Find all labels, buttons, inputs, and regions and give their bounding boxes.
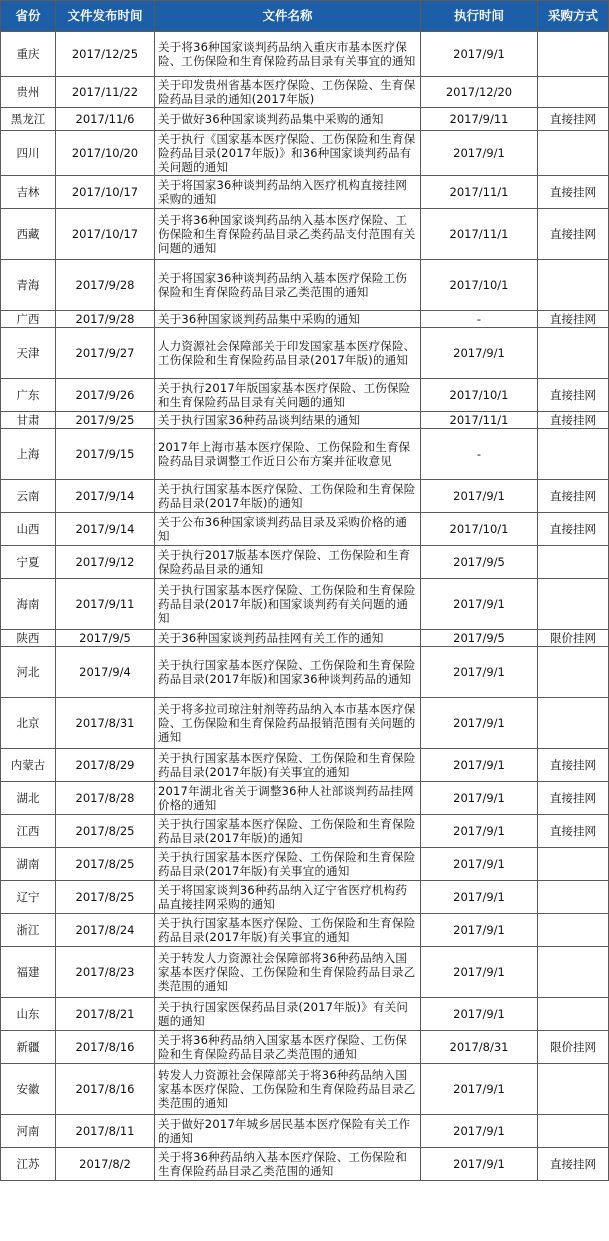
cell-doc-title: 关于执行2017年版国家基本医疗保险、工伤保险和生育保险药品目录有关问题的通知 <box>155 379 421 412</box>
cell-release-date: 2017/10/17 <box>56 209 155 260</box>
cell-procurement <box>538 32 609 77</box>
cell-release-date: 2017/9/5 <box>56 630 155 647</box>
cell-release-date: 2017/10/20 <box>56 131 155 176</box>
cell-procurement <box>538 131 609 176</box>
cell-procurement <box>538 914 609 947</box>
cell-province: 西藏 <box>1 209 56 260</box>
header-procurement: 采购方式 <box>538 1 609 32</box>
cell-exec-date: 2017/9/1 <box>421 579 538 630</box>
cell-doc-title: 关于执行国家基本医疗保险、工伤保险和生育保险药品目录(2017年版)有关事宜的通知 <box>155 749 421 782</box>
cell-province: 重庆 <box>1 32 56 77</box>
cell-release-date: 2017/11/22 <box>56 77 155 108</box>
cell-release-date: 2017/11/6 <box>56 108 155 131</box>
table-row <box>1 1115 609 1148</box>
cell-release-date: 2017/8/11 <box>56 1115 155 1148</box>
table-row <box>1 579 609 630</box>
cell-doc-title: 关于将36种国家谈判药品纳入重庆市基本医疗保险、工伤保险和生育保险药品目录有关事宜的通知 <box>155 32 421 77</box>
cell-procurement: 限价挂网 <box>538 630 609 647</box>
cell-doc-title: 关于执行国家基本医疗保险、工伤保险和生育保险药品目录(2017年版)的通知 <box>155 480 421 513</box>
header-release-date: 文件发布时间 <box>56 1 155 32</box>
table-row <box>1 412 609 429</box>
cell-release-date: 2017/9/11 <box>56 579 155 630</box>
table-row <box>1 749 609 782</box>
cell-province: 山东 <box>1 998 56 1031</box>
cell-exec-date: 2017/9/1 <box>421 1115 538 1148</box>
cell-release-date: 2017/8/16 <box>56 1064 155 1115</box>
cell-procurement <box>538 429 609 480</box>
cell-procurement <box>538 546 609 579</box>
cell-exec-date: 2017/12/20 <box>421 77 538 108</box>
cell-release-date: 2017/9/14 <box>56 513 155 546</box>
table-row <box>1 947 609 998</box>
cell-doc-title: 人力资源社会保障部关于印发国家基本医疗保险、工伤保险和生育保险药品目录(2017年版)的通知 <box>155 328 421 379</box>
cell-exec-date: 2017/9/1 <box>421 1148 538 1181</box>
cell-province: 北京 <box>1 698 56 749</box>
cell-doc-title: 关于执行国家36种药品谈判结果的通知 <box>155 412 421 429</box>
cell-procurement <box>538 579 609 630</box>
cell-doc-title: 关于将国家36种谈判药品纳入医疗机构直接挂网采购的通知 <box>155 176 421 209</box>
cell-province: 浙江 <box>1 914 56 947</box>
table-row <box>1 998 609 1031</box>
cell-release-date: 2017/8/29 <box>56 749 155 782</box>
header-exec-date: 执行时间 <box>421 1 538 32</box>
table-row <box>1 881 609 914</box>
table-row <box>1 698 609 749</box>
cell-exec-date: - <box>421 429 538 480</box>
cell-province: 广东 <box>1 379 56 412</box>
cell-exec-date: 2017/9/1 <box>421 815 538 848</box>
table-row <box>1 546 609 579</box>
cell-release-date: 2017/10/17 <box>56 176 155 209</box>
cell-exec-date: 2017/9/1 <box>421 998 538 1031</box>
cell-exec-date: 2017/9/5 <box>421 630 538 647</box>
cell-procurement: 直接挂网 <box>538 480 609 513</box>
table-row <box>1 429 609 480</box>
cell-doc-title: 关于将36种药品纳入基本医疗保险、工伤保险和生育保险药品目录乙类范围的通知 <box>155 1148 421 1181</box>
cell-province: 云南 <box>1 480 56 513</box>
cell-doc-title: 关于公布36种国家谈判药品目录及采购价格的通知 <box>155 513 421 546</box>
table-row <box>1 1148 609 1181</box>
cell-exec-date: 2017/8/31 <box>421 1031 538 1064</box>
table-body <box>1 32 609 1181</box>
cell-release-date: 2017/9/28 <box>56 311 155 328</box>
cell-province: 河北 <box>1 647 56 698</box>
cell-province: 福建 <box>1 947 56 998</box>
cell-doc-title: 2017年湖北省关于调整36种人社部谈判药品挂网价格的通知 <box>155 782 421 815</box>
cell-procurement: 直接挂网 <box>538 782 609 815</box>
cell-exec-date: 2017/11/1 <box>421 209 538 260</box>
cell-procurement <box>538 260 609 311</box>
table-row <box>1 108 609 131</box>
cell-doc-title: 关于将国家36种谈判药品纳入基本医疗保险工伤保险和生育保险药品目录乙类范围的通知 <box>155 260 421 311</box>
cell-exec-date: 2017/9/1 <box>421 881 538 914</box>
cell-province: 天津 <box>1 328 56 379</box>
cell-procurement: 限价挂网 <box>538 1031 609 1064</box>
cell-doc-title: 关于执行国家医保药品目录(2017年版)》有关问题的通知 <box>155 998 421 1031</box>
cell-procurement: 直接挂网 <box>538 1148 609 1181</box>
cell-doc-title: 转发人力资源社会保障部关于将36种药品纳入国家基本医疗保险、工伤保险和生育保险药品目录乙类范围的通知 <box>155 1064 421 1115</box>
cell-doc-title: 关于执行《国家基本医疗保险、工伤保险和生育保险药品目录(2017年版)》和36种国家谈判药品有关问题的通知 <box>155 131 421 176</box>
cell-doc-title: 关于将多拉司琼注射剂等药品纳入本市基本医疗保险、工伤保险和生育保险药品报销范围有关问题的通知 <box>155 698 421 749</box>
table-header <box>1 1 609 32</box>
cell-procurement <box>538 947 609 998</box>
cell-doc-title: 关于执行国家基本医疗保险、工伤保险和生育保险药品目录(2017年版)和国家36种谈判药品的通知 <box>155 647 421 698</box>
cell-procurement <box>538 848 609 881</box>
cell-procurement <box>538 1115 609 1148</box>
cell-province: 上海 <box>1 429 56 480</box>
cell-doc-title: 关于执行国家基本医疗保险、工伤保险和生育保险药品目录(2017年版)有关事宜的通知 <box>155 914 421 947</box>
cell-release-date: 2017/12/25 <box>56 32 155 77</box>
cell-release-date: 2017/8/23 <box>56 947 155 998</box>
table-row <box>1 782 609 815</box>
cell-province: 江西 <box>1 815 56 848</box>
cell-release-date: 2017/8/28 <box>56 782 155 815</box>
header-doc-name: 文件名称 <box>155 1 421 32</box>
cell-procurement: 直接挂网 <box>538 412 609 429</box>
cell-doc-title: 关于做好36种国家谈判药品集中采购的通知 <box>155 108 421 131</box>
cell-province: 黑龙江 <box>1 108 56 131</box>
cell-exec-date: 2017/9/1 <box>421 647 538 698</box>
cell-exec-date: 2017/9/1 <box>421 131 538 176</box>
cell-exec-date: 2017/9/1 <box>421 914 538 947</box>
cell-doc-title: 关于做好2017年城乡居民基本医疗保险有关工作的通知 <box>155 1115 421 1148</box>
cell-province: 安徽 <box>1 1064 56 1115</box>
cell-province: 贵州 <box>1 77 56 108</box>
cell-exec-date: 2017/11/1 <box>421 176 538 209</box>
cell-province: 河南 <box>1 1115 56 1148</box>
cell-exec-date: 2017/9/1 <box>421 947 538 998</box>
cell-exec-date: 2017/10/1 <box>421 513 538 546</box>
cell-exec-date: 2017/11/1 <box>421 412 538 429</box>
header-province: 省份 <box>1 1 56 32</box>
cell-procurement: 直接挂网 <box>538 176 609 209</box>
cell-procurement <box>538 647 609 698</box>
cell-release-date: 2017/9/25 <box>56 412 155 429</box>
cell-procurement <box>538 698 609 749</box>
cell-procurement: 直接挂网 <box>538 379 609 412</box>
cell-exec-date: 2017/9/1 <box>421 698 538 749</box>
cell-province: 海南 <box>1 579 56 630</box>
cell-province: 陕西 <box>1 630 56 647</box>
cell-procurement: 直接挂网 <box>538 513 609 546</box>
cell-exec-date: 2017/9/11 <box>421 108 538 131</box>
cell-exec-date: 2017/9/5 <box>421 546 538 579</box>
cell-exec-date: 2017/9/1 <box>421 328 538 379</box>
cell-procurement: 直接挂网 <box>538 815 609 848</box>
cell-province: 青海 <box>1 260 56 311</box>
cell-release-date: 2017/8/25 <box>56 848 155 881</box>
cell-procurement <box>538 998 609 1031</box>
table-row <box>1 328 609 379</box>
cell-release-date: 2017/8/31 <box>56 698 155 749</box>
cell-exec-date: 2017/9/1 <box>421 32 538 77</box>
cell-release-date: 2017/8/25 <box>56 815 155 848</box>
cell-doc-title: 关于将36种药品纳入国家基本医疗保险、工伤保险和生育保险药品目录乙类范围的通知 <box>155 1031 421 1064</box>
cell-release-date: 2017/9/28 <box>56 260 155 311</box>
table-row <box>1 647 609 698</box>
cell-release-date: 2017/8/2 <box>56 1148 155 1181</box>
cell-exec-date: 2017/9/1 <box>421 1064 538 1115</box>
cell-procurement: 直接挂网 <box>538 209 609 260</box>
cell-procurement: 直接挂网 <box>538 108 609 131</box>
table-row <box>1 32 609 77</box>
cell-province: 辽宁 <box>1 881 56 914</box>
cell-province: 宁夏 <box>1 546 56 579</box>
cell-province: 内蒙古 <box>1 749 56 782</box>
cell-release-date: 2017/8/16 <box>56 1031 155 1064</box>
table-row <box>1 379 609 412</box>
cell-exec-date: - <box>421 311 538 328</box>
table-row <box>1 848 609 881</box>
cell-doc-title: 关于执行国家基本医疗保险、工伤保险和生育保险药品目录(2017年版)有关事宜的通知 <box>155 848 421 881</box>
cell-release-date: 2017/9/26 <box>56 379 155 412</box>
table-row <box>1 1064 609 1115</box>
cell-province: 湖北 <box>1 782 56 815</box>
table-row <box>1 77 609 108</box>
table-row <box>1 260 609 311</box>
cell-doc-title: 关于执行2017版基本医疗保险、工伤保险和生育保险药品目录的通知 <box>155 546 421 579</box>
cell-province: 江苏 <box>1 1148 56 1181</box>
cell-release-date: 2017/8/25 <box>56 881 155 914</box>
cell-doc-title: 关于印发贵州省基本医疗保险、工伤保险、生育保险药品目录的通知(2017年版) <box>155 77 421 108</box>
cell-procurement: 直接挂网 <box>538 749 609 782</box>
cell-procurement <box>538 881 609 914</box>
cell-release-date: 2017/9/4 <box>56 647 155 698</box>
cell-doc-title: 关于执行国家基本医疗保险、工伤保险和生育保险药品目录(2017年版)的通知 <box>155 815 421 848</box>
cell-exec-date: 2017/9/1 <box>421 848 538 881</box>
cell-province: 广西 <box>1 311 56 328</box>
table-row <box>1 630 609 647</box>
cell-procurement <box>538 328 609 379</box>
table-row <box>1 176 609 209</box>
cell-doc-title: 关于36种国家谈判药品集中采购的通知 <box>155 311 421 328</box>
cell-province: 新疆 <box>1 1031 56 1064</box>
table-row <box>1 480 609 513</box>
cell-release-date: 2017/8/21 <box>56 998 155 1031</box>
cell-doc-title: 关于执行国家基本医疗保险、工伤保险和生育保险药品目录(2017年版)和国家谈判药有关问题的通知 <box>155 579 421 630</box>
cell-province: 湖南 <box>1 848 56 881</box>
cell-province: 四川 <box>1 131 56 176</box>
cell-release-date: 2017/9/14 <box>56 480 155 513</box>
cell-exec-date: 2017/9/1 <box>421 749 538 782</box>
cell-release-date: 2017/9/12 <box>56 546 155 579</box>
cell-release-date: 2017/9/15 <box>56 429 155 480</box>
cell-doc-title: 关于将36种国家谈判药品纳入基本医疗保险、工伤保险和生育保险药品目录乙类药品支付范围有关问题的通知 <box>155 209 421 260</box>
cell-exec-date: 2017/9/1 <box>421 782 538 815</box>
cell-province: 山西 <box>1 513 56 546</box>
table-row <box>1 311 609 328</box>
cell-doc-title: 关于36种国家谈判药品挂网有关工作的通知 <box>155 630 421 647</box>
table-row <box>1 914 609 947</box>
cell-procurement <box>538 77 609 108</box>
cell-procurement: 直接挂网 <box>538 311 609 328</box>
cell-procurement <box>538 1064 609 1115</box>
table-row <box>1 815 609 848</box>
cell-exec-date: 2017/9/1 <box>421 480 538 513</box>
cell-release-date: 2017/8/24 <box>56 914 155 947</box>
cell-doc-title: 关于转发人力资源社会保障部将36种药品纳入国家基本医疗保险、工伤保险和生育保险药品目录乙类范围的通知 <box>155 947 421 998</box>
cell-doc-title: 2017年上海市基本医疗保险、工伤保险和生育保险药品目录调整工作近日公布方案并征收意见 <box>155 429 421 480</box>
table-row <box>1 131 609 176</box>
header-row <box>1 1 609 32</box>
table-row <box>1 1031 609 1064</box>
table-row <box>1 209 609 260</box>
cell-release-date: 2017/9/27 <box>56 328 155 379</box>
cell-province: 吉林 <box>1 176 56 209</box>
table-row <box>1 513 609 546</box>
cell-exec-date: 2017/10/1 <box>421 379 538 412</box>
cell-province: 甘肃 <box>1 412 56 429</box>
cell-exec-date: 2017/10/1 <box>421 260 538 311</box>
cell-doc-title: 关于将国家谈判36种药品纳入辽宁省医疗机构药品直接挂网采购的通知 <box>155 881 421 914</box>
